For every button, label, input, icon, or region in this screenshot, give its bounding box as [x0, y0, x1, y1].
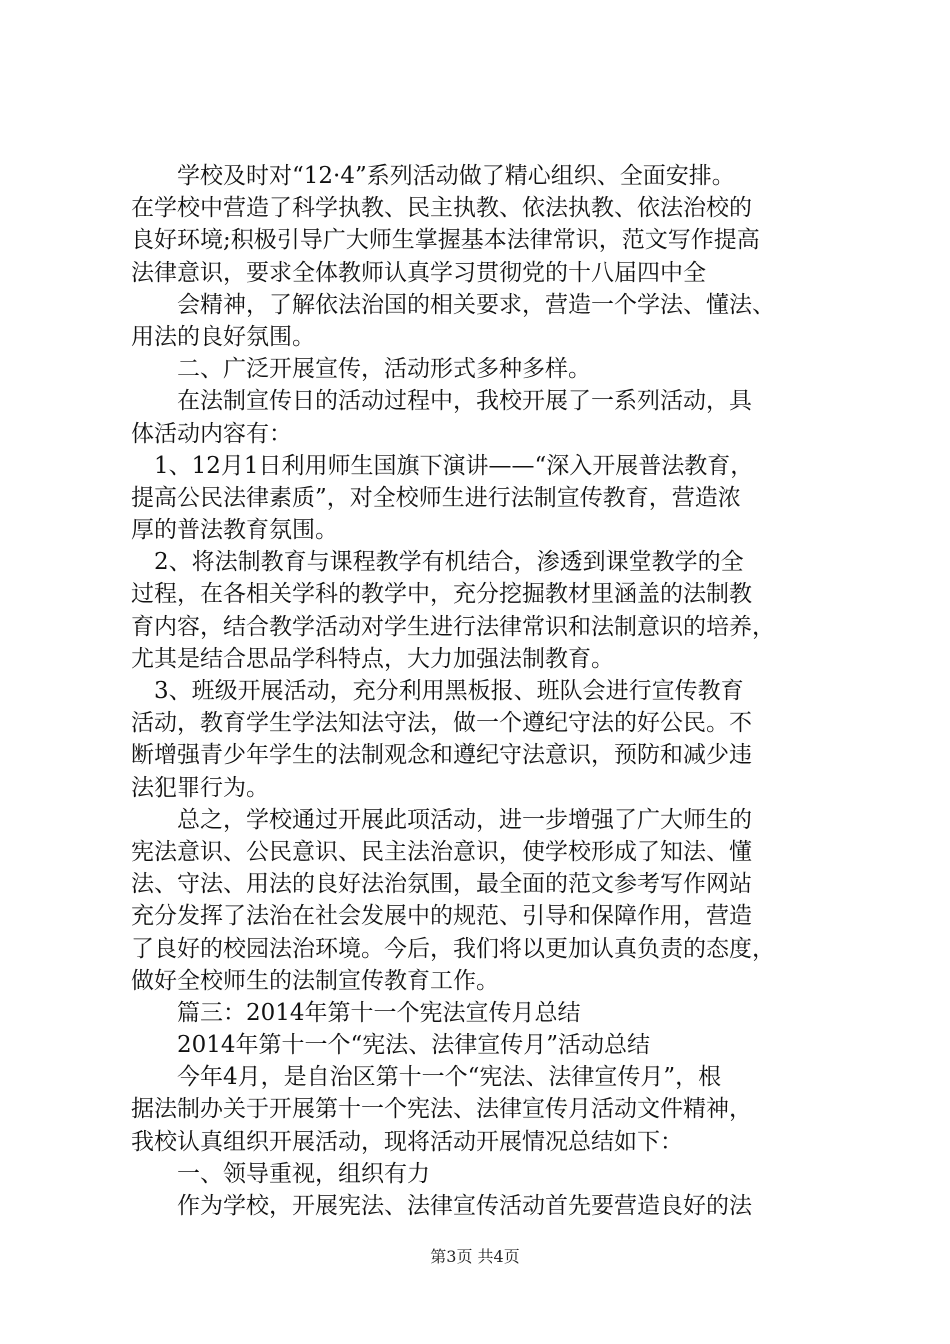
text-line: 厚的普法教育氛围。 [131, 517, 338, 544]
section-heading: 一、领导重视，组织有力 [131, 1160, 430, 1187]
text-line: 据法制办关于开展第十一个宪法、法律宣传月活动文件精神， [131, 1096, 752, 1123]
text-line: 学校及时对“12·4”系列活动做了精心组织、全面安排。 [131, 163, 735, 189]
text-line: 过程，在各相关学科的教学中，充分挖掘教材里涵盖的法制教 [131, 581, 752, 608]
text-line: 会精神，了解依法治国的相关要求，营造一个学法、懂法、 [131, 291, 775, 318]
list-item-line: 3、班级开展活动，充分利用黑板报、班队会进行宣传教育 [131, 678, 744, 704]
text-line: 我校认真组织开展活动，现将活动开展情况总结如下： [131, 1128, 683, 1155]
text-line: 在法制宣传日的活动过程中，我校开展了一系列活动，具 [131, 388, 752, 415]
text-line: 用法的良好氛围。 [131, 323, 315, 350]
text-line: 在学校中营造了科学执教、民主执教、依法执教、依法治校的 [131, 195, 752, 222]
text-line: 法犯罪行为。 [131, 774, 269, 801]
list-item-line: 2、将法制教育与课程教学有机结合，渗透到课堂教学的全 [131, 549, 744, 576]
text-line: 法律意识，要求全体教师认真学习贯彻党的十八届四中全 [131, 259, 706, 286]
text-line: 良好环境;积极引导广大师生掌握基本法律常识，范文写作提高 [131, 227, 760, 254]
text-line: 提高公民法律素质”，对全校师生进行法制宣传教育，营造浓 [131, 484, 741, 511]
text-line: 今年4月，是自治区第十一个“宪法、法律宣传月”，根 [131, 1064, 722, 1091]
text-line: 做好全校师生的法制宣传教育工作。 [131, 967, 499, 994]
text-line: 育内容，结合教学活动对学生进行法律常识和法制意识的培养， [131, 613, 775, 640]
text-line: 活动，教育学生学法知法守法，做一个遵纪守法的好公民。不 [131, 710, 752, 737]
text-line: 总之，学校通过开展此项活动，进一步增强了广大师生的 [131, 806, 752, 833]
list-item-line: 1、12月1日利用师生国旗下演讲——“深入开展普法教育， [131, 452, 754, 479]
section-heading: 二、广泛开展宣传，活动形式多种多样。 [131, 356, 591, 383]
text-line: 法、守法、用法的良好法治氛围，最全面的范文参考写作网站 [131, 871, 752, 898]
text-line: 尤其是结合思品学科特点，大力加强法制教育。 [131, 645, 614, 672]
page-footer: 第3页 共4页 [430, 1247, 520, 1266]
text-line: 充分发挥了法治在社会发展中的规范、引导和保障作用，营造 [131, 903, 752, 930]
text-line: 宪法意识、公民意识、民主法治意识，使学校形成了知法、懂 [131, 838, 752, 865]
section-title: 篇三：2014年第十一个宪法宣传月总结 [131, 999, 581, 1026]
text-line: 体活动内容有： [131, 420, 292, 447]
section-title: 2014年第十一个“宪法、法律宣传月”活动总结 [131, 1032, 651, 1059]
text-line: 断增强青少年学生的法制观念和遵纪守法意识，预防和减少违 [131, 742, 752, 769]
text-line: 了良好的校园法治环境。今后，我们将以更加认真负责的态度， [131, 935, 775, 962]
text-line: 作为学校，开展宪法、法律宣传活动首先要营造良好的法 [131, 1193, 752, 1219]
document-body [131, 160, 843, 1222]
